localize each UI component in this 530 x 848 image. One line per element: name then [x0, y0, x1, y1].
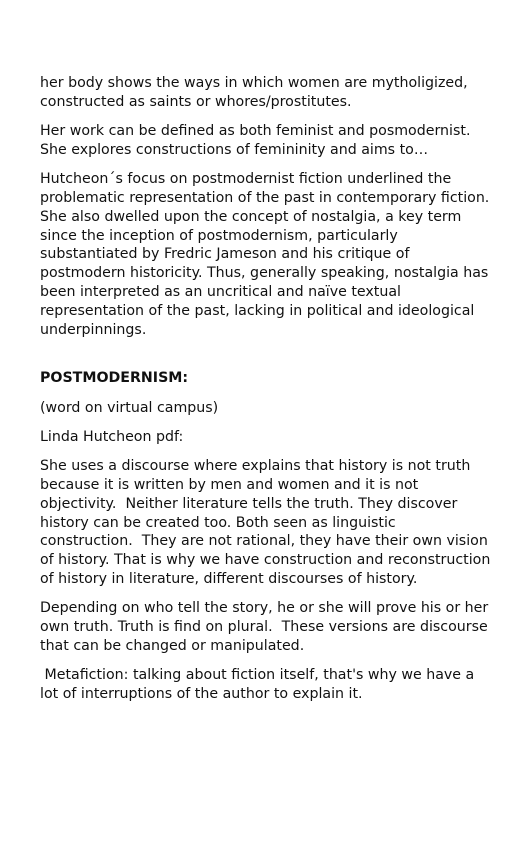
paragraph-metafiction: Metafiction: talking about fiction itself, that's why we have a lot of interruptions of the author to explain it.	[40, 667, 479, 703]
section-heading-postmodernism: POSTMODERNISM:	[40, 370, 189, 387]
paragraph-hutcheon-focus: Hutcheon´s focus on postmodernist fiction underlined the problematic representation of the past in contemporary fiction. She also dwelled upon the concept of nostalgia, a key term since the inception of postmodernism, particularly substantiated by Fredric Jameson and his critique of postmodern historicity. Thus, generally speaking, nostalgia has been interpreted as an uncritical and naïve textual representation of the past, lacking in political and ideological underpinnings.	[40, 171, 494, 338]
paragraph-history-discourse: She uses a discourse where explains that history is not truth because it is written by men and women and it is not objectivity. Neither literature tells the truth. They discover history can be created too. Both seen as linguistic construction. They are not rational, they have their own vision of history. That is why we have construction and reconstruction of history in literature, different discourses of history.	[40, 458, 495, 588]
paragraph-truth-plural: Depending on who tell the story, he or she will prove his or her own truth. Truth is find on plural. These versions are discourse that can be changed or manipulated.	[40, 600, 493, 654]
paragraph-body-mythologized: her body shows the ways in which women are mytholigized, constructed as saints or whores/prostitutes.	[40, 75, 473, 110]
note-hutcheon-pdf: Linda Hutcheon pdf:	[40, 428, 184, 445]
paragraph-feminist-posmodernist: Her work can be defined as both feminist and posmodernist. She explores constructions of femininity and aims to…	[40, 123, 475, 158]
note-virtual-campus: (word on virtual campus)	[40, 399, 219, 416]
document-page	[40, 74, 495, 714]
